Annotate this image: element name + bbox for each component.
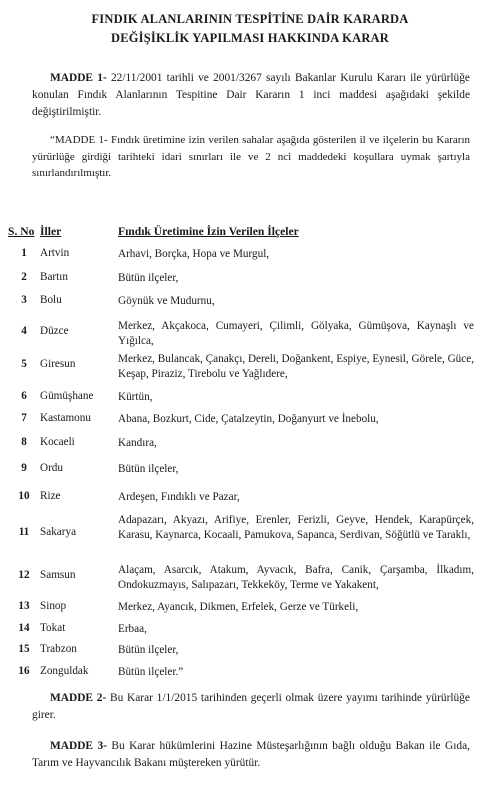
row-number: 14	[18, 622, 30, 634]
district-list: Alaçam, Asarcık, Atakum, Ayvacık, Bafra, Canik, Çarşamba, İlkadım, Ondokuzmayıs, Salıpazarı, Tekkeköy, Terme ve Yakakent,	[118, 564, 474, 591]
madde-2-paragraph	[32, 690, 470, 724]
province-name: Kastamonu	[40, 412, 91, 424]
province-name: Sakarya	[40, 526, 77, 538]
province-name: Giresun	[40, 358, 76, 370]
row-number: 3	[21, 294, 27, 306]
district-list: Merkez, Ayancık, Dikmen, Erfelek, Gerze ve Türkeli,	[118, 601, 359, 613]
province-name: Rize	[40, 490, 61, 502]
district-list: Bütün ilçeler,	[118, 272, 179, 284]
madde-3-label: MADDE 3-	[50, 740, 107, 752]
row-number: 12	[18, 569, 30, 581]
madde-2-text: Bu Karar 1/1/2015 tarihinden geçerli olmak üzere yayımı tarihinde yürürlüğe girer.	[32, 692, 470, 721]
column-header-no: S. No	[8, 225, 35, 238]
district-list: Bütün ilçeler,	[118, 644, 179, 656]
madde-1-label: MADDE 1-	[50, 72, 107, 84]
province-name: Zonguldak	[40, 665, 89, 677]
district-list: Adapazarı, Akyazı, Arifiye, Erenler, Ferizli, Geyve, Hendek, Karapürçek, Karasu, Kaynarca, Kocaali, Pamukova, Sapanca, Serdivan, Söğütlü ve Taraklı,	[118, 514, 474, 541]
province-name: Tokat	[40, 622, 66, 634]
province-name: Gümüşhane	[40, 390, 94, 402]
province-name: Ordu	[40, 462, 63, 474]
row-number: 1	[21, 247, 27, 259]
district-list: Bütün ilçeler.”	[118, 666, 184, 678]
district-list: Göynük ve Mudurnu,	[118, 295, 215, 307]
district-list: Abana, Bozkurt, Cide, Çatalzeytin, Doğanyurt ve İnebolu,	[118, 413, 379, 425]
district-list: Bütün ilçeler,	[118, 463, 179, 475]
row-number: 9	[21, 462, 27, 474]
province-name: Samsun	[40, 569, 76, 581]
province-name: Düzce	[40, 325, 69, 337]
column-header-il: İller	[40, 225, 62, 238]
madde-1-text: 22/11/2001 tarihli ve 2001/3267 sayılı Bakanlar Kurulu Kararı ile yürürlüğe konulan Fındık Alanlarının Tespitine Dair Kararın 1 inci maddesi aşağıdaki şekilde değiştirilmiştir.	[32, 72, 470, 118]
province-name: Bolu	[40, 294, 62, 306]
row-number: 11	[18, 526, 30, 538]
district-list: Arhavi, Borçka, Hopa ve Murgul,	[118, 248, 270, 260]
province-name: Artvin	[40, 247, 70, 259]
column-header-ilce: Fındık Üretimine İzin Verilen İlçeler	[118, 225, 299, 238]
row-number: 10	[18, 490, 30, 502]
row-number: 7	[21, 412, 27, 424]
row-number: 4	[21, 325, 27, 337]
madde-3-text: Bu Karar hükümlerini Hazine Müsteşarlığının bağlı olduğu Bakan ile Gıda, Tarım ve Hayvancılık Bakanı müştereken yürütür.	[32, 740, 470, 769]
row-number: 13	[18, 600, 30, 612]
amended-article-quote	[32, 132, 470, 182]
province-name: Sinop	[40, 600, 67, 612]
document-title-line-1: FINDIK ALANLARININ TESPİTİNE DAİR KARARDA	[91, 12, 409, 26]
document-title-line-2: DEĞİŞİKLİK YAPILMASI HAKKINDA KARAR	[111, 31, 389, 45]
row-number: 15	[18, 643, 30, 655]
quote-text: “MADDE 1- Fındık üretimine izin verilen sahalar aşağıda gösterilen il ve ilçelerin bu Kararın yürürlüğe girdiği tarihteki idari sınırları ile ve 2 nci maddedeki koşullara uymak şartıyla sınırlandırılmıştır.	[32, 134, 470, 179]
district-list: Kürtün,	[118, 391, 153, 403]
district-list: Merkez, Bulancak, Çanakçı, Dereli, Doğankent, Espiye, Eynesil, Görele, Güce, Keşap, Piraziz, Tirebolu ve Yağlıdere,	[118, 353, 474, 380]
district-list: Merkez, Akçakoca, Cumayeri, Çilimli, Gölyaka, Gümüşova, Kaynaşlı ve Yığılca,	[118, 320, 474, 347]
row-number: 2	[21, 271, 27, 283]
madde-1-paragraph	[32, 70, 470, 121]
row-number: 5	[21, 358, 27, 370]
district-list: Erbaa,	[118, 623, 147, 635]
province-name: Kocaeli	[40, 436, 75, 448]
row-number: 8	[21, 436, 27, 448]
madde-3-paragraph	[32, 738, 470, 772]
row-number: 6	[21, 390, 27, 402]
madde-2-label: MADDE 2-	[50, 692, 107, 704]
district-list: Ardeşen, Fındıklı ve Pazar,	[118, 491, 240, 503]
district-list: Kandıra,	[118, 437, 157, 449]
province-name: Trabzon	[40, 643, 77, 655]
province-name: Bartın	[40, 271, 68, 283]
row-number: 16	[18, 665, 30, 677]
